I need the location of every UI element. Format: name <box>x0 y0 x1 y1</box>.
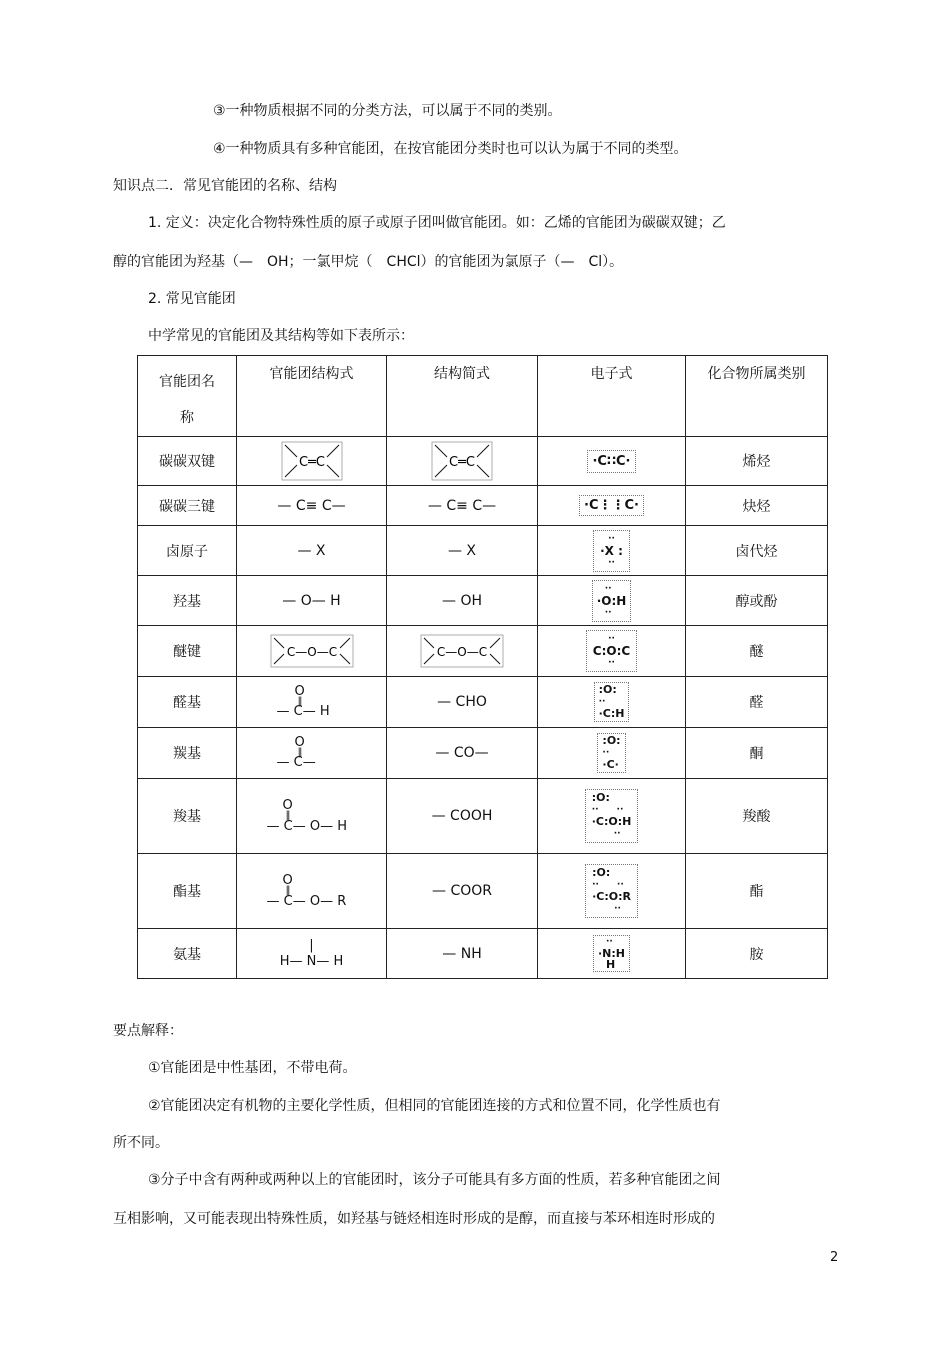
condensed-formula: — C≡ C— <box>387 486 538 526</box>
condensed-formula: — NH <box>387 929 538 979</box>
double-bond-structure <box>281 441 343 481</box>
condensed-formula: — OH <box>387 576 538 626</box>
svg-text:C═C: C═C <box>298 455 325 470</box>
note-2-line-1: ②官能团决定有机物的主要化学性质，但相同的官能团连接的方式和位置不同，化学性质也有 <box>148 1098 721 1114</box>
section-title: 知识点二．常见官能团的名称、结构 <box>113 178 337 194</box>
electron-formula: ·C∷C· <box>538 437 686 486</box>
header-condensed: 结构简式 <box>387 356 538 437</box>
ether-condensed <box>420 634 504 668</box>
notes-title: 要点解释： <box>113 1023 183 1039</box>
structural-formula: O ‖ — C— O— H <box>237 779 387 854</box>
table-intro: 中学常见的官能团及其结构等如下表所示： <box>148 328 414 344</box>
group-name: 醚键 <box>138 626 237 677</box>
electron-formula: :O: ·· ·· ·C:O:H ·· <box>538 779 686 854</box>
condensed-formula: — X <box>387 526 538 576</box>
group-name: 卤原子 <box>138 526 237 576</box>
page-number: 2 <box>830 1250 839 1265</box>
condensed-formula <box>387 437 538 486</box>
electron-formula: :O: ·· ·· ·C:O:R ·· <box>538 854 686 929</box>
electron-formula: :O: ·· ·C:H <box>538 677 686 728</box>
category: 烯烃 <box>686 437 828 486</box>
header-name: 官能团名 称 <box>138 356 237 437</box>
group-name: 碳碳双键 <box>138 437 237 486</box>
structural-formula: O ‖ — C— <box>237 728 387 779</box>
ether-structure <box>270 634 354 668</box>
category: 酮 <box>686 728 828 779</box>
condensed-formula: — COOR <box>387 854 538 929</box>
header-structural: 官能团结构式 <box>237 356 387 437</box>
group-name: 羰基 <box>138 728 237 779</box>
condensed-formula: — CO— <box>387 728 538 779</box>
category: 醇或酚 <box>686 576 828 626</box>
table-row <box>138 576 828 626</box>
group-name: 碳碳三键 <box>138 486 237 526</box>
category: 胺 <box>686 929 828 979</box>
category: 酯 <box>686 854 828 929</box>
table-row <box>138 626 828 677</box>
table-row <box>138 437 828 486</box>
table-row <box>138 728 828 779</box>
note-3-line-1: ③分子中含有两种或两种以上的官能团时，该分子可能具有多方面的性质，若多种官能团之间 <box>148 1172 721 1188</box>
double-bond-condensed <box>431 441 493 481</box>
intro-item-3: ③一种物质根据不同的分类方法，可以属于不同的类别。 <box>213 103 562 119</box>
structural-formula: — X <box>237 526 387 576</box>
structural-formula: — O— H <box>237 576 387 626</box>
category: 卤代烃 <box>686 526 828 576</box>
note-2-line-2: 所不同。 <box>113 1135 169 1151</box>
svg-text:C═C: C═C <box>449 455 475 470</box>
structural-formula: O ‖ — C— O— R <box>237 854 387 929</box>
table-row <box>138 854 828 929</box>
definition-line-1: 1. 定义：决定化合物特殊性质的原子或原子团叫做官能团。如：乙烯的官能团为碳碳双键；乙 <box>148 215 726 231</box>
category: 醚 <box>686 626 828 677</box>
structural-formula <box>237 437 387 486</box>
electron-formula: ·· ·N:H H <box>538 929 686 979</box>
condensed-formula: — COOH <box>387 779 538 854</box>
electron-formula: ·· ·X : ·· <box>538 526 686 576</box>
group-name: 氨基 <box>138 929 237 979</box>
table-row <box>138 929 828 979</box>
group-name: 酯基 <box>138 854 237 929</box>
structural-formula: | H— N— H <box>237 929 387 979</box>
group-name: 羧基 <box>138 779 237 854</box>
header-electron: 电子式 <box>538 356 686 437</box>
subsection-title: 2. 常见官能团 <box>148 291 236 307</box>
svg-text:C—O—C: C—O—C <box>286 645 337 659</box>
definition-line-2: 醇的官能团为羟基（— OH；一氯甲烷（ CHCl）的官能团为氯原子（— Cl）。 <box>113 254 624 270</box>
note-1: ①官能团是中性基团，不带电荷。 <box>148 1060 357 1076</box>
electron-formula: :O: ·· ·C· <box>538 728 686 779</box>
group-name: 羟基 <box>138 576 237 626</box>
structural-formula <box>237 626 387 677</box>
condensed-formula <box>387 626 538 677</box>
structural-formula: — C≡ C— <box>237 486 387 526</box>
table-row <box>138 526 828 576</box>
svg-text:C—O—C: C—O—C <box>436 645 488 659</box>
group-name: 醛基 <box>138 677 237 728</box>
intro-item-4: ④一种物质具有多种官能团，在按官能团分类时也可以认为属于不同的类型。 <box>213 141 688 157</box>
category: 醛 <box>686 677 828 728</box>
header-category: 化合物所属类别 <box>686 356 828 437</box>
table-header-row <box>138 356 828 437</box>
electron-formula: ·· ·O:H ·· <box>538 576 686 626</box>
category: 羧酸 <box>686 779 828 854</box>
condensed-formula: — CHO <box>387 677 538 728</box>
structural-formula: O ‖ — C— H <box>237 677 387 728</box>
functional-group-table <box>137 355 828 979</box>
electron-formula: ·C⋮⋮C· <box>538 486 686 526</box>
note-3-line-2: 互相影响，又可能表现出特殊性质，如羟基与链烃相连时形成的是醇，而直接与苯环相连时形成的 <box>113 1211 715 1227</box>
electron-formula: ·· C:O:C ·· <box>538 626 686 677</box>
category: 炔烃 <box>686 486 828 526</box>
table-row <box>138 677 828 728</box>
table-row <box>138 486 828 526</box>
table-row <box>138 779 828 854</box>
